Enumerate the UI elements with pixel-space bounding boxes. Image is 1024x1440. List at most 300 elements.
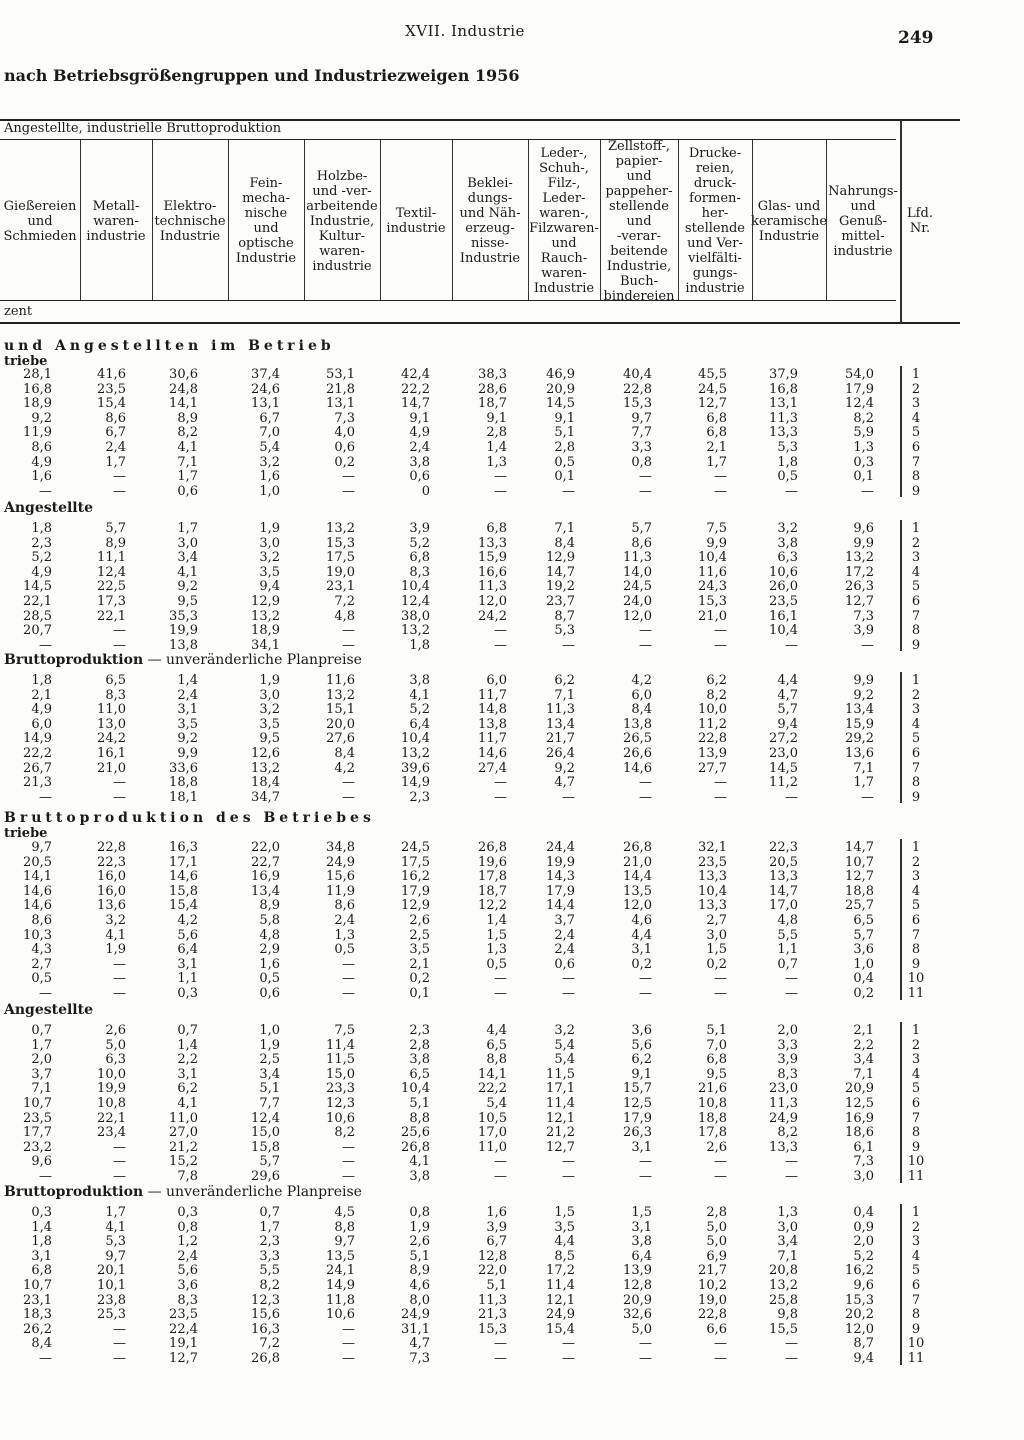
table-cell: 6,5 [409,1066,430,1082]
table-cell: — [39,483,52,499]
table-cell: — [342,956,355,972]
table-cell: 37,4 [251,367,280,382]
table-cell: 23,5 [97,381,126,397]
column-divider [600,140,601,300]
table-cell: 26,6 [623,746,652,761]
table-cell: 12,6 [251,746,280,761]
table-cell: 23,5 [169,1307,198,1323]
table-cell: 3,7 [554,913,575,928]
table-cell: 1,6 [259,956,280,972]
table-cell: 12,0 [623,898,652,914]
table-cell: 1,7 [706,454,727,470]
table-cell: — [342,1336,355,1352]
table-cell: 19,1 [169,1336,198,1352]
table-cell: 17,3 [97,594,126,609]
table-cell: 22,2 [478,1081,507,1097]
table-cell: 2,8 [554,440,575,455]
table-cell: 15,6 [326,869,355,885]
section-title-text: Bruttoproduktion des Betriebes [4,810,375,826]
row-number: 1 [911,1023,921,1038]
table-cell: 16,8 [23,381,52,397]
table-cell: — [639,469,652,485]
table-cell: 5,0 [631,1321,652,1337]
table-cell: 15,3 [326,535,355,551]
table-cell: 2,8 [486,425,507,441]
table-cell: 26,5 [623,731,652,747]
table-cell: 10,2 [698,1278,727,1293]
table-cell: 28,5 [23,608,52,624]
table-cell: 10,6 [326,1307,355,1323]
row-number: 2 [911,1037,921,1053]
table-cell: 6,8 [486,521,507,536]
table-row [0,1068,1024,1082]
table-cell: 22,1 [23,594,52,609]
table-row [0,551,1024,565]
table-cell: — [562,483,575,499]
table-cell: 7,1 [31,1081,52,1097]
row-number: 6 [911,594,921,609]
table-cell: 39,6 [401,760,430,776]
table-cell: 6,4 [631,1248,652,1264]
table-cell: 6,5 [486,1037,507,1053]
table-cell: — [562,637,575,653]
table-cell: 7,2 [259,1336,280,1352]
row-number: 6 [911,746,921,761]
table-subtitle: nach Betriebsgrößengruppen und Industriezweigen 1956 [4,66,520,85]
table-cell: 22,8 [698,1307,727,1323]
table-cell: 9,7 [31,840,52,855]
table-cell: 9,7 [631,410,652,426]
row-number: 9 [911,1139,921,1155]
table-row [0,718,1024,732]
table-cell: 13,3 [698,898,727,914]
table-cell: 6,4 [409,716,430,732]
section-title [4,338,335,354]
table-cell: 26,3 [623,1125,652,1141]
table-cell: — [714,986,727,1001]
table-cell: 5,2 [409,702,430,718]
table-cell: 4,9 [31,564,52,580]
table-cell: 26,8 [251,1351,280,1366]
table-cell: 12,8 [623,1278,652,1293]
table-cell: 14,9 [326,1278,355,1293]
table-row [0,1097,1024,1111]
table-cell: 1,5 [706,942,727,958]
table-row [0,1024,1024,1038]
table-cell: 17,9 [845,381,874,397]
table-cell: 13,8 [623,716,652,732]
table-cell: 8,4 [334,746,355,761]
row-number: 1 [911,840,921,855]
table-cell: 11,0 [97,702,126,718]
table-cell: 4,0 [334,425,355,441]
table-cell: 9,9 [853,535,874,551]
table-cell: 26,4 [546,746,575,761]
table-row [0,412,1024,426]
table-cell: 5,0 [105,1037,126,1053]
table-cell: 10,4 [769,623,798,639]
table-cell: 11,2 [769,775,798,791]
table-cell: 10,3 [23,927,52,943]
table-cell: 8,7 [554,608,575,624]
table-row [0,1352,1024,1366]
table-cell: 4,1 [177,440,198,455]
table-cell: 3,0 [706,927,727,943]
table-cell: 24,2 [478,608,507,624]
table-cell: 3,2 [105,913,126,928]
column-header: Beklei- dungs- und Näh- erzeug- nisse- Industrie [459,176,521,266]
table-cell: — [714,637,727,653]
table-cell: 3,8 [409,1169,430,1184]
table-cell: 17,2 [546,1263,575,1279]
table-cell: 26,8 [401,1139,430,1155]
table-cell: 10,4 [698,883,727,899]
table-cell: — [861,637,874,653]
table-cell: 11,8 [326,1292,355,1308]
table-cell: 3,5 [259,716,280,732]
table-cell: 27,6 [326,731,355,747]
table-cell: — [639,623,652,639]
row-number: 7 [911,608,921,624]
table-cell: 8,5 [554,1248,575,1264]
table-cell: 25,3 [97,1307,126,1323]
table-row [0,522,1024,536]
table-cell: 21,2 [169,1139,198,1155]
table-cell: 3,6 [853,942,874,958]
table-cell: 13,4 [251,883,280,899]
table-cell: 3,9 [486,1219,507,1235]
table-cell: 16,0 [97,869,126,885]
table-cell: 13,8 [169,637,198,653]
table-cell: — [714,971,727,987]
table-row [0,943,1024,957]
table-row [0,885,1024,899]
table-cell: 15,8 [169,883,198,899]
table-cell: — [639,1154,652,1170]
table-row [0,639,1024,653]
table-cell: 18,3 [23,1307,52,1323]
table-cell: 3,9 [409,521,430,536]
table-cell: 11,3 [623,550,652,566]
table-cell: 3,3 [259,1248,280,1264]
table-cell: 7,1 [777,1248,798,1264]
table-cell: 5,4 [554,1052,575,1068]
table-cell: 20,8 [769,1263,798,1279]
table-cell: — [639,637,652,653]
table-cell: 23,3 [326,1081,355,1097]
table-cell: 21,8 [326,381,355,397]
table-cell: 17,8 [478,869,507,885]
table-cell: 9,4 [777,716,798,732]
table-row [0,762,1024,776]
table-cell: 8,6 [334,898,355,914]
table-row [0,929,1024,943]
table-cell: — [342,483,355,499]
row-number: 7 [911,927,921,943]
table-cell: 18,6 [845,1125,874,1141]
table-cell: 24,9 [546,1307,575,1323]
table-cell: 12,1 [546,1292,575,1308]
table-cell: 17,0 [478,1125,507,1141]
table-cell: 3,5 [177,716,198,732]
table-cell: 0,1 [554,469,575,485]
table-cell: 3,0 [177,535,198,551]
table-cell: — [639,971,652,987]
table-cell: 5,3 [105,1234,126,1250]
row-number: 1 [911,521,921,536]
table-cell: 1,8 [31,1234,52,1250]
table-cell: 54,0 [845,367,874,382]
table-cell: 12,9 [546,550,575,566]
table-cell: 9,5 [706,1066,727,1082]
table-cell: 14,6 [478,746,507,761]
row-number: 11 [907,986,925,1001]
table-cell: 6,8 [31,1263,52,1279]
table-cell: 53,1 [326,367,355,382]
table-cell: 24,5 [401,840,430,855]
table-cell: 12,7 [845,869,874,885]
table-cell: 8,2 [777,1125,798,1141]
table-cell: 33,6 [169,760,198,776]
table-cell: 3,4 [853,1052,874,1068]
table-cell: 17,5 [326,550,355,566]
table-cell: 14,8 [478,702,507,718]
table-cell: 2,3 [409,1023,430,1038]
table-cell: 22,2 [401,381,430,397]
row-number: 3 [911,869,921,885]
table-cell: 0,2 [631,956,652,972]
table-cell: 18,1 [169,789,198,805]
table-cell: 11,5 [546,1066,575,1082]
table-cell: 2,6 [706,1139,727,1155]
table-cell: 13,4 [845,702,874,718]
table-cell: 13,8 [478,716,507,732]
table-cell: 15,8 [251,1139,280,1155]
column-header: Fein- mecha- nische und optische Industrie [235,176,297,266]
table-cell: 5,3 [554,623,575,639]
table-cell: 3,0 [259,535,280,551]
table-cell: 11,5 [326,1052,355,1068]
table-cell: — [494,1154,507,1170]
table-cell: 12,9 [401,898,430,914]
row-number: 4 [911,1066,921,1082]
table-cell: 2,3 [259,1234,280,1250]
table-cell: 16,3 [251,1321,280,1337]
table-cell: 24,0 [623,594,652,609]
table-cell: — [113,483,126,499]
table-cell: 3,9 [777,1052,798,1068]
table-cell: 13,5 [326,1248,355,1264]
table-cell: 0,3 [177,986,198,1001]
table-cell: 13,3 [769,1139,798,1155]
row-number: 3 [911,1234,921,1250]
table-cell: 15,4 [97,396,126,412]
table-cell: 4,1 [409,687,430,703]
table-cell: 8,3 [777,1066,798,1082]
table-cell: 24,1 [326,1263,355,1279]
table-cell: — [113,1169,126,1184]
table-cell: — [494,483,507,499]
table-cell: 15,3 [623,396,652,412]
table-cell: 22,5 [97,579,126,595]
table-cell: — [861,789,874,805]
table-cell: 3,8 [409,454,430,470]
lfd-column-divider [900,121,902,323]
table-cell: 34,1 [251,637,280,653]
row-number: 8 [911,469,921,485]
table-cell: 3,2 [554,1023,575,1038]
section-subtitle: triebe [4,354,48,369]
table-cell: 17,0 [769,898,798,914]
column-divider [752,140,753,300]
table-cell: 25,6 [401,1125,430,1141]
table-cell: 3,5 [409,942,430,958]
table-cell: 9,7 [105,1248,126,1264]
table-row [0,426,1024,440]
table-cell: 19,9 [546,854,575,870]
table-cell: 3,2 [259,454,280,470]
table-cell: 13,1 [251,396,280,412]
table-cell: 24,9 [401,1307,430,1323]
table-cell: 14,6 [23,883,52,899]
table-cell: 14,4 [546,898,575,914]
table-cell: 3,1 [177,702,198,718]
table-cell: 12,5 [845,1096,874,1111]
column-divider [380,140,381,300]
table-cell: 13,2 [326,521,355,536]
table-cell: 37,9 [769,367,798,382]
table-cell: — [113,1139,126,1155]
table-cell: — [714,1169,727,1184]
table-row [0,368,1024,382]
table-cell: 8,2 [853,410,874,426]
row-number: 2 [911,854,921,870]
table-cell: 1,9 [259,521,280,536]
column-divider [228,140,229,300]
row-number: 9 [911,956,921,972]
table-cell: — [494,1336,507,1352]
table-cell: 11,4 [326,1037,355,1053]
table-cell: 20,5 [23,854,52,870]
table-cell: 1,9 [105,942,126,958]
table-cell: 12,1 [546,1110,575,1126]
table-cell: 6,7 [486,1234,507,1250]
unit-label: zent [4,304,33,319]
table-row [0,1206,1024,1220]
table-cell: — [113,956,126,972]
table-cell: — [562,971,575,987]
table-cell: 11,4 [546,1096,575,1111]
table-cell: 18,8 [698,1110,727,1126]
table-cell: 6,2 [706,673,727,688]
table-cell: 11,3 [478,1292,507,1308]
table-cell: 23,7 [546,594,575,609]
table-row [0,1126,1024,1140]
table-cell: 2,9 [259,942,280,958]
table-cell: 6,8 [706,425,727,441]
table-cell: 7,5 [706,521,727,536]
table-cell: 16,9 [251,869,280,885]
table-cell: 11,3 [478,579,507,595]
table-cell: 1,7 [105,454,126,470]
table-cell: 0,5 [486,956,507,972]
table-cell: 15,2 [169,1154,198,1170]
row-number: 9 [911,1321,921,1337]
table-cell: 5,9 [853,425,874,441]
table-cell: — [113,971,126,987]
table-cell: 10,4 [401,579,430,595]
row-number: 1 [911,673,921,688]
table-cell: 21,3 [478,1307,507,1323]
table-cell: 13,5 [623,883,652,899]
table-cell: 4,1 [105,927,126,943]
section-subtitle: triebe [4,826,48,841]
table-cell: 1,4 [177,1037,198,1053]
table-cell: 26,2 [23,1321,52,1337]
table-cell: 9,2 [554,760,575,776]
row-number: 5 [911,898,921,914]
table-cell: 6,3 [105,1052,126,1068]
table-cell: 6,3 [777,550,798,566]
table-cell: 7,0 [706,1037,727,1053]
table-cell: 5,6 [177,1263,198,1279]
table-cell: 20,9 [623,1292,652,1308]
table-cell: 24,6 [251,381,280,397]
table-row [0,383,1024,397]
table-cell: 7,3 [334,410,355,426]
table-cell: 7,5 [334,1023,355,1038]
table-cell: 3,6 [631,1023,652,1038]
table-cell: 1,3 [853,440,874,455]
table-cell: 3,1 [31,1248,52,1264]
table-row [0,870,1024,884]
table-cell: 5,0 [706,1234,727,1250]
row-number: 9 [911,483,921,499]
table-cell: 4,2 [334,760,355,776]
table-cell: 26,7 [23,760,52,776]
table-cell: 5,0 [706,1219,727,1235]
table-cell: 4,1 [105,1219,126,1235]
table-cell: 21,7 [546,731,575,747]
table-cell: 1,4 [486,440,507,455]
table-cell: 5,2 [31,550,52,566]
table-cell: 13,3 [769,425,798,441]
table-cell: 41,6 [97,367,126,382]
table-cell: 14,5 [23,579,52,595]
table-cell: 22,8 [698,731,727,747]
table-cell: 3,1 [177,956,198,972]
table-cell: 26,3 [845,579,874,595]
table-cell: 20,5 [769,854,798,870]
table-cell: 12,7 [169,1351,198,1366]
table-cell: — [342,1321,355,1337]
table-cell: 24,3 [698,579,727,595]
table-cell: 12,3 [326,1096,355,1111]
table-cell: 2,1 [31,687,52,703]
table-cell: 3,6 [177,1278,198,1293]
table-row [0,674,1024,688]
table-cell: 1,8 [777,454,798,470]
table-cell: 24,2 [97,731,126,747]
table-cell: 2,0 [777,1023,798,1038]
table-cell: 5,7 [853,927,874,943]
table-cell: — [113,986,126,1001]
table-cell: 3,3 [631,440,652,455]
table-cell: 14,4 [623,869,652,885]
table-cell: 14,5 [546,396,575,412]
table-cell: — [342,623,355,639]
table-cell: 0,1 [409,986,430,1001]
